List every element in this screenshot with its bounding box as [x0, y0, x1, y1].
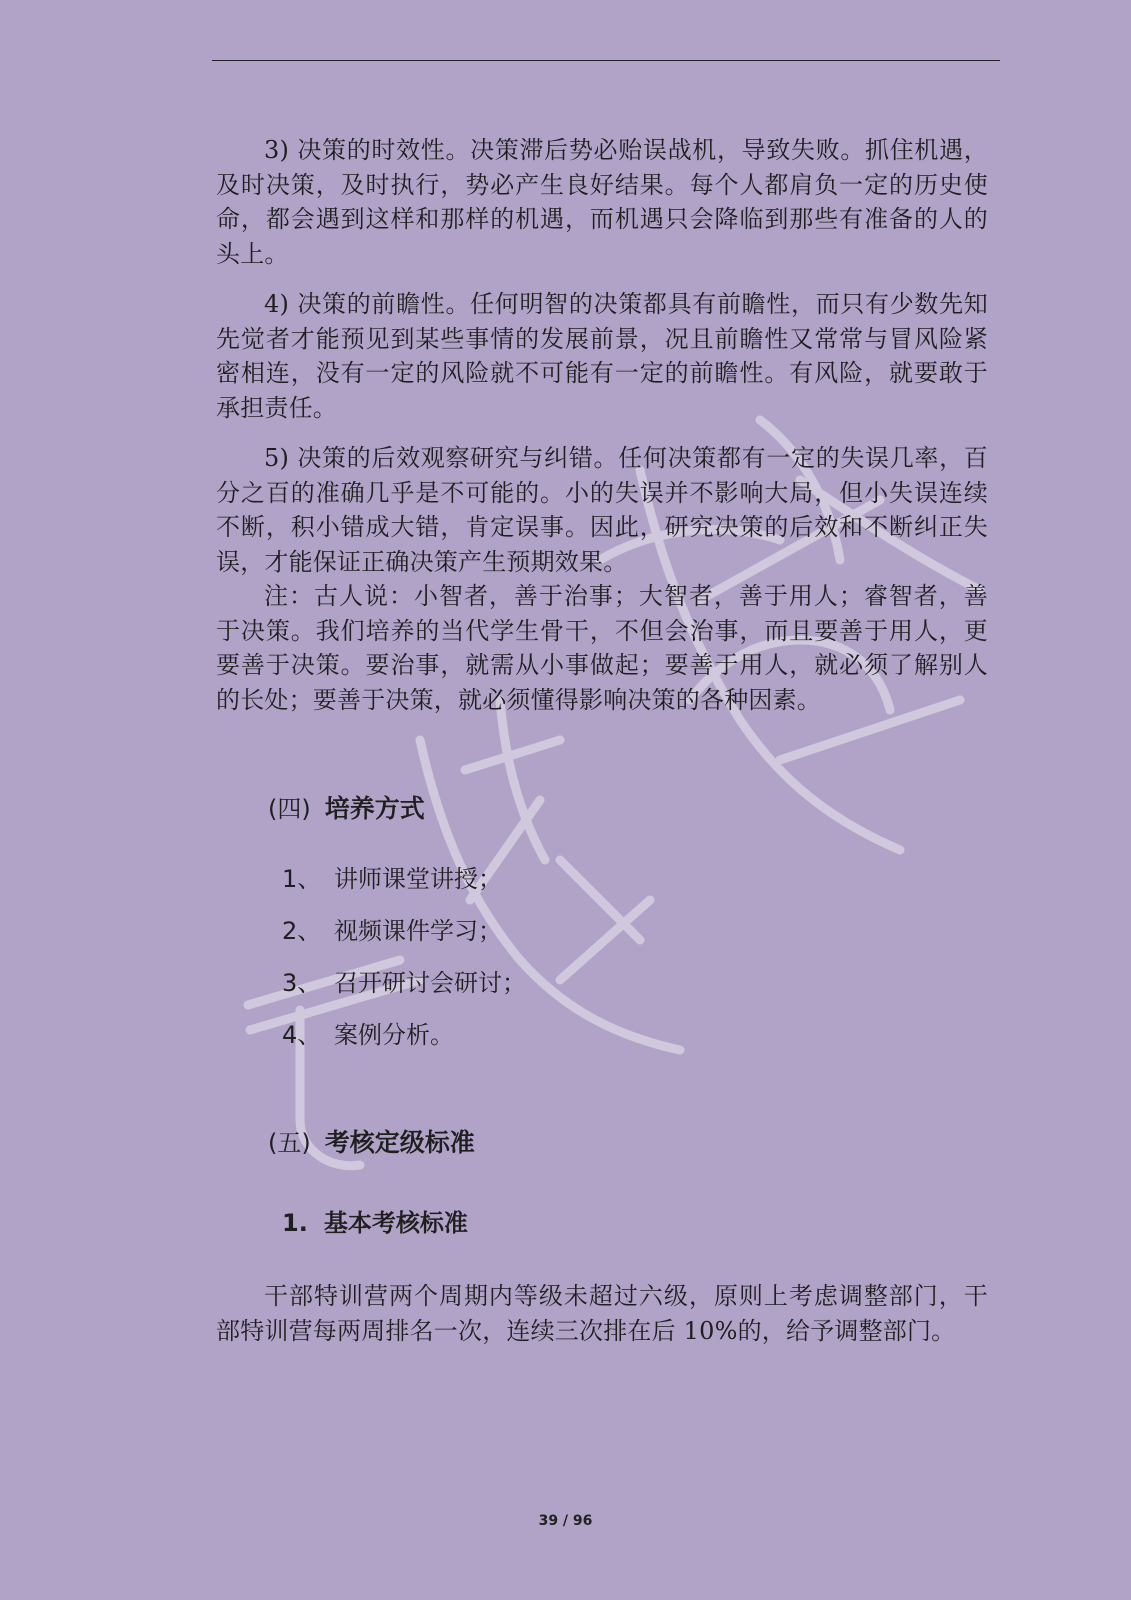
paragraph-timeliness: 3) 决策的时效性。决策滞后势必贻误战机，导致失败。抓住机遇，及时决策，及时执行，势必产生良好结果。每个人都肩负一定的历史使命，都会遇到这样和那样的机遇，而机遇只会降临到那些有准备的人的头上。 — [216, 136, 988, 268]
paragraph-note: 注：古人说：小智者，善于治事；大智者，善于用人；睿智者，善于决策。我们培养的当代学生骨干，不但会治事，而且要善于用人，更要善于决策。要治事，就需从小事做起；要善于用人，就必须了解别人的长处；要善于决策，就必须懂得影响决策的各种因素。 — [216, 582, 988, 714]
page-number: 39 / 96 — [538, 1513, 593, 1529]
list-item — [282, 1017, 988, 1053]
training-methods-list — [216, 861, 988, 1053]
list-item — [282, 861, 988, 897]
list-item-index: 4、 — [282, 1021, 322, 1049]
section-heading-assessment — [268, 1125, 988, 1161]
section-heading-training-methods — [268, 791, 988, 827]
section-title: 考核定级标准 — [324, 1128, 475, 1157]
section-number: (五) — [268, 1129, 311, 1157]
list-item-text: 召开研讨会研讨； — [334, 969, 526, 997]
list-item-index: 1、 — [282, 865, 322, 893]
subsection-heading-basic-standard — [282, 1205, 988, 1241]
subsection-title: 基本考核标准 — [323, 1209, 468, 1237]
list-item — [282, 965, 988, 1001]
paragraph-assessment-rule: 干部特训营两个周期内等级未超过六级，原则上考虑调整部门，干部特训营每两周排名一次，连续三次排在后 10%的，给予调整部门。 — [216, 1282, 988, 1345]
header-rule — [212, 60, 1000, 61]
paragraph-foresight: 4) 决策的前瞻性。任何明智的决策都具有前瞻性，而只有少数先知先觉者才能预见到某些事情的发展前景，况且前瞻性又常常与冒风险紧密相连，没有一定的风险就不可能有一定的前瞻性。有风险，就要敢于承担责任。 — [216, 290, 988, 422]
list-item-index: 2、 — [282, 917, 322, 945]
list-item-index: 3、 — [282, 969, 322, 997]
list-item-text: 案例分析。 — [334, 1021, 454, 1049]
page-content — [216, 133, 988, 1348]
section-number: (四) — [268, 795, 311, 823]
list-item — [282, 913, 988, 949]
list-item-text: 讲师课堂讲授； — [334, 865, 502, 893]
list-item-text: 视频课件学习； — [334, 917, 502, 945]
section-title: 培养方式 — [324, 794, 425, 823]
paragraph-follow-up: 5) 决策的后效观察研究与纠错。任何决策都有一定的失误几率，百分之百的准确几乎是不可能的。小的失误并不影响大局，但小失误连续不断，积小错成大错，肯定误事。因此，研究决策的后效和不断纠正失误，才能保证正确决策产生预期效果。 — [216, 444, 988, 576]
subsection-number: 1. — [282, 1209, 308, 1237]
